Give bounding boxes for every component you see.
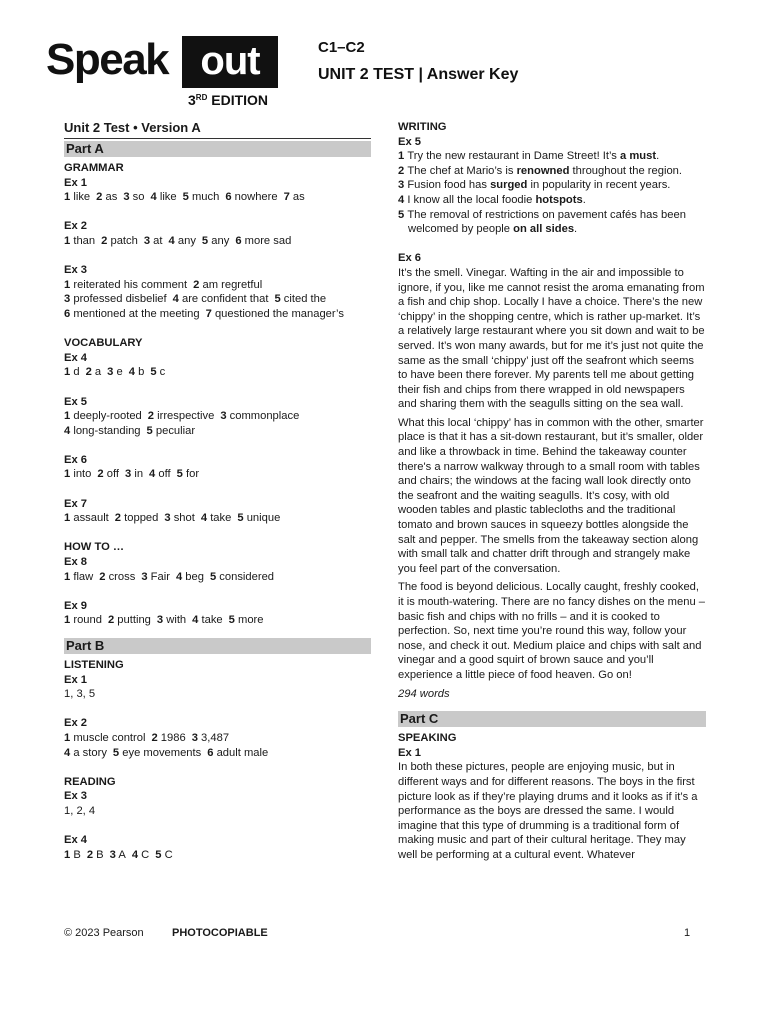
speakout-logo bbox=[46, 34, 282, 112]
answer-item: 1 like bbox=[64, 191, 91, 204]
answer-line bbox=[64, 307, 371, 322]
level-label: C1–C2 bbox=[318, 39, 365, 56]
answer-item: 6 nowhere bbox=[225, 191, 278, 204]
listening-ex1: Ex 1 1, 3, 5 bbox=[64, 673, 96, 701]
answer-item: 5 for bbox=[176, 468, 200, 481]
part-c-heading: Part C bbox=[398, 711, 706, 727]
answer-item: 1 d bbox=[64, 366, 80, 379]
answer-item: 3 Fair bbox=[141, 570, 170, 583]
answer-item: 1 round bbox=[64, 614, 102, 627]
vocab-ex6: Ex 6 1 into 2 off 3 in 4 off 5 for bbox=[64, 453, 200, 481]
writing-answer-line: 4 I know all the local foodie hotspots. bbox=[398, 193, 586, 206]
essay-paragraph: The food is beyond delicious. Locally caught, freshly cooked, it is mouth-watering. There are no fancy dishes on the menu – basic fish and chips with no frills – and it is cooked to perfection. So, next time you’re round this way, follow your nose, and check it out. Medium plaice and chips with salt and vinegar and a good squirt of brown sauce and you’ll experience a little piece of food heaven. Go on! bbox=[398, 581, 705, 681]
answer-item: 5 unique bbox=[237, 512, 281, 525]
logo-speak-text: Speak bbox=[46, 35, 169, 84]
answer-item: 5 C bbox=[155, 848, 173, 861]
part-a-heading: Part A bbox=[64, 141, 371, 157]
copyright: © 2023 Pearson bbox=[64, 927, 144, 939]
answer-item: 2 1986 bbox=[151, 731, 186, 744]
vocab-ex5: Ex 5 1 deeply-rooted 2 irrespective 3 commonplace 4 long-standing 5 peculiar bbox=[64, 395, 371, 439]
listening-heading: LISTENING bbox=[64, 659, 124, 671]
howto-ex9: Ex 9 1 round 2 putting 3 with 4 take 5 more bbox=[64, 599, 264, 627]
answer-item: 1 into bbox=[64, 468, 92, 481]
photocopiable-label: PHOTOCOPIABLE bbox=[172, 927, 268, 939]
answer-item: 2 off bbox=[97, 468, 119, 481]
answer-item: 5 peculiar bbox=[146, 424, 196, 437]
answer-item: 4 beg bbox=[175, 570, 204, 583]
left-column bbox=[64, 120, 371, 877]
answer-item: 3 3,487 bbox=[191, 731, 230, 744]
answer-item: 4 like bbox=[150, 191, 177, 204]
answer-item: 1 than bbox=[64, 234, 96, 247]
answer-item: 4 off bbox=[149, 468, 171, 481]
answer-item: 4 a story bbox=[64, 746, 107, 759]
reading-ex4: Ex 4 1 B 2 B 3 A 4 C 5 C bbox=[64, 834, 173, 861]
answer-item: 4 take bbox=[200, 512, 232, 525]
speaking-ex1: Ex 1 In both these pictures, people are enjoying music, but in different ways and for different reasons. The boys in the first picture look as if they’re playing drums and it looks as if it’s a performance as the boys are dressed the same. I would imagine that this type of drumming is a traditional form of making music and part of their cultural heritage. They may well be performing at a cultural event. Whatever bbox=[398, 746, 706, 863]
answer-item: 2 topped bbox=[114, 512, 159, 525]
reading-ex3: Ex 3 1, 2, 4 bbox=[64, 790, 96, 817]
grammar-ex2: Ex 2 1 than 2 patch 3 at 4 any 5 any 6 more sad bbox=[64, 220, 292, 247]
answer-item: 2 patch bbox=[101, 234, 138, 247]
word-count: 294 words bbox=[398, 687, 450, 700]
answer-line bbox=[64, 731, 371, 746]
writing-ex5: Ex 5 1 Try the new restaurant in Dame Street! It’s a must. 2 The chef at Mario’s is renowned throughout the region. 3 Fusion food has surged in popularity in recent years. 4 I know all the local foodie hotspots. 5 The removal of restrictions on pavement cafés has been welcomed by people on all sides. bbox=[398, 135, 706, 237]
answer-item: 1 assault bbox=[64, 512, 109, 525]
howto-ex8: Ex 8 1 flaw 2 cross 3 Fair 4 beg 5 considered bbox=[64, 556, 275, 583]
answer-item: 2 irrespective bbox=[147, 410, 215, 423]
answer-item: 5 cited the bbox=[274, 293, 327, 306]
version-title: Unit 2 Test • Version A bbox=[64, 120, 371, 139]
answer-item: 5 any bbox=[201, 234, 230, 247]
answer-item: 4 long-standing bbox=[64, 424, 141, 437]
document-header bbox=[318, 38, 518, 85]
writing-ex6: Ex 6 It’s the smell. Vinegar. Wafting in the air and impossible to ignore, if you, like me cannot resist the aroma emanating from a fish and chip shop. Locally I have a choice. There’s the new ‘chippy’ in the shopping centre, which is rather up-market. It’s a relatively large restaurant where you sit down and wait to be served. It’s won many awards, but for me it’s just not quite the same as the small ‘chippy’ just off the seafront which seems to have been there forever. My parents tell me about getting their fish and chips from there wrapped in old newspapers and sharing them with the seagulls sitting on the sea wall. What this local ‘chippy’ has in common with the other, smarter place is that it has a sit-down restaurant, but it’s smaller, older and like a throwback in time. Behind the takeaway counter there's a narrow walkway through to a small room with tables and chairs; the windows at the facing wall look directly onto the seafront and the waiting seagulls. It’s cosy, with old wooden tables and plastic tablecloths and the traditional tomato and brown sauces in squeezy bottles alongside the salt and pepper. The smells from the takeaway section along with small talk and chatter drift through and strangely make you feel part of the conversation. The food is beyond delicious. Locally caught, freshly cooked, it is mouth-watering. There are no fancy dishes on the menu – basic fish and chips with no frills – and it is cooked to perfection. So, next time you’re round this way, follow your nose, and check it out. Medium plaice and chips with salt and vinegar and a good squirt of brown sauce and you’ll experience a little piece of food heaven. Go on! 294 words bbox=[398, 252, 705, 700]
answer-item: 5 considered bbox=[209, 570, 275, 583]
writing-heading: WRITING bbox=[398, 121, 447, 133]
answer-line bbox=[64, 746, 371, 761]
writing-answer-line: 2 The chef at Mario’s is renowned throughout the region. bbox=[398, 164, 683, 177]
answer-item: 7 questioned the manager’s bbox=[205, 307, 344, 320]
writing-answer-line: 1 Try the new restaurant in Dame Street! It’s a must. bbox=[398, 150, 660, 163]
reading-heading: READING bbox=[64, 775, 116, 788]
answer-item: 3 in bbox=[124, 468, 144, 481]
writing-answer-line: 3 Fusion food has surged in popularity in recent years. bbox=[398, 179, 671, 192]
essay-paragraph: It’s the smell. Vinegar. Wafting in the air and impossible to ignore, if you, like me cannot resist the aroma emanating from a fish and chip shop. Locally I have a choice. There’s the new ‘chippy’ in the shopping centre, which is rather up-market. It’s a relatively large restaurant where you sit down and wait to be served. It’s won many awards, but for me it’s just not quite the same as the small ‘chippy’ just off the seafront which seems to have been there forever. My parents tell me about getting their fish and chips from there wrapped in old newspapers and sharing them with the seagulls sitting on the sea wall. bbox=[398, 266, 705, 411]
answer-item: 2 cross bbox=[99, 570, 136, 583]
answer-item: 3 at bbox=[143, 234, 163, 247]
answer-line bbox=[64, 424, 371, 439]
answer-item: 3 with bbox=[156, 614, 187, 627]
answer-item: 2 as bbox=[96, 191, 118, 204]
right-column bbox=[398, 120, 706, 863]
logo-out-badge: out bbox=[182, 36, 278, 88]
vocab-ex7: Ex 7 1 assault 2 topped 3 shot 4 take 5 unique bbox=[64, 497, 281, 525]
part-b-heading: Part B bbox=[64, 638, 371, 654]
essay-paragraph: What this local ‘chippy’ has in common with the other, smarter place is that it has a sit-down restaurant, but it’s smaller, older and like a throwback in time. Behind the takeaway counter there's a narrow walkway through to a small room with tables and chairs; the windows at the facing wall look directly onto the seafront and the waiting seagulls. It’s cosy, with old wooden tables and plastic tablecloths and the traditional tomato and brown sauces in squeezy bottles alongside the salt and pepper. The smells from the takeaway section along with small talk and chatter drift through and strangely make you feel part of the conversation. bbox=[398, 416, 704, 575]
speaking-text: In both these pictures, people are enjoying music, but in different ways and for different reasons. The boys in the first picture look as if they’re playing drums and it looks as if it’s a performance as the boys are dressed the same. I would imagine that this type of drumming is a traditional form of making music and part of their cultural heritage. They may well be performing at a cultural event. Whatever bbox=[398, 761, 698, 861]
answer-item: 4 C bbox=[131, 848, 150, 861]
answer-item: 2 B bbox=[86, 848, 104, 861]
answer-line bbox=[64, 278, 371, 293]
answer-item: 2 a bbox=[85, 366, 102, 379]
writing-answer-line: 5 The removal of restrictions on pavement cafés has been welcomed by people on all sides. bbox=[398, 208, 686, 236]
page-title: UNIT 2 TEST | Answer Key bbox=[318, 66, 519, 83]
answer-item: 4 are confident that bbox=[172, 293, 269, 306]
answer-item: 6 mentioned at the meeting bbox=[64, 307, 200, 320]
answer-item: 6 more sad bbox=[235, 234, 292, 247]
answer-item: 3 e bbox=[107, 366, 123, 379]
answer-item: 3 shot bbox=[164, 512, 195, 525]
answer-item: 2 am regretful bbox=[193, 278, 263, 291]
answer-item: 3 A bbox=[109, 848, 126, 861]
answer-item: 5 more bbox=[228, 614, 264, 627]
answer-item: 1 muscle control bbox=[64, 731, 146, 744]
grammar-heading: GRAMMAR bbox=[64, 162, 124, 174]
grammar-ex3: Ex 3 1 reiterated his comment 2 am regretful 3 professed disbelief 4 are confident that 5 cited the 6 mentioned at the meeting 7 questioned the manager’s bbox=[64, 263, 371, 321]
speaking-heading: SPEAKING bbox=[398, 732, 457, 745]
answer-item: 4 take bbox=[192, 614, 223, 627]
listening-ex2: Ex 2 1 muscle control 2 1986 3 3,487 4 a story 5 eye movements 6 adult male bbox=[64, 716, 371, 760]
answer-item: 2 putting bbox=[107, 614, 151, 627]
answer-item: 1 reiterated his comment bbox=[64, 278, 188, 291]
answer-item: 5 c bbox=[150, 366, 166, 379]
answer-item: 7 as bbox=[283, 191, 305, 204]
grammar-ex1: Ex 1 1 like 2 as 3 so 4 like 5 much 6 nowhere 7 as bbox=[64, 176, 305, 204]
logo-edition: 3RD EDITION bbox=[188, 92, 269, 108]
answer-item: 3 commonplace bbox=[220, 410, 300, 423]
answer-item: 1 flaw bbox=[64, 570, 94, 583]
answer-item: 1 deeply-rooted bbox=[64, 410, 142, 423]
answer-item: 4 any bbox=[168, 234, 196, 247]
howto-heading: HOW TO … bbox=[64, 541, 125, 554]
vocabulary-heading: VOCABULARY bbox=[64, 337, 143, 350]
vocab-ex4: Ex 4 1 d 2 a 3 e 4 b 5 c bbox=[64, 351, 166, 379]
answer-item: 1 B bbox=[64, 848, 81, 861]
page-number: 1 bbox=[684, 927, 691, 939]
answer-line bbox=[64, 292, 371, 307]
answer-item: 4 b bbox=[128, 366, 145, 379]
answer-item: 3 professed disbelief bbox=[64, 293, 167, 306]
answer-line bbox=[64, 409, 371, 424]
answer-item: 3 so bbox=[123, 191, 145, 204]
answer-item: 5 much bbox=[182, 191, 220, 204]
answer-item: 6 adult male bbox=[207, 746, 269, 759]
answer-item: 5 eye movements bbox=[112, 746, 202, 759]
